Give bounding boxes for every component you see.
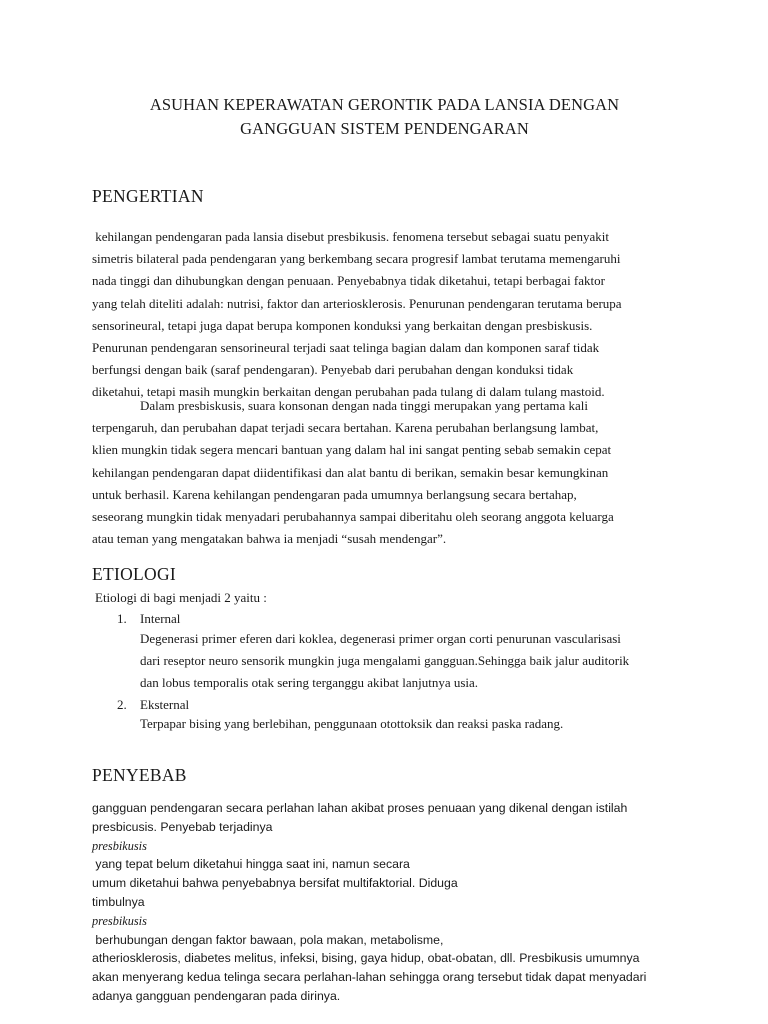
text-line: nada tinggi dan dihubungkan dengan penuaan. Penyebabnya tidak diketahui, tetapi berbagai faktor xyxy=(92,273,605,289)
text-line-with-italic xyxy=(92,818,677,874)
text-line: umum diketahui bahwa penyebabnya bersifat multifaktorial. Diduga xyxy=(92,876,458,891)
text-line: kehilangan pendengaran dapat diidentifikasi dan alat bantu di berikan, semakin besar kemungkinan xyxy=(92,464,609,480)
paragraph-pengertian-2 xyxy=(92,395,677,550)
text-line: sensorineural, tetapi juga dapat berupa komponen konduksi yang berkaitan dengan presbiskusis. xyxy=(92,317,593,333)
text-line: untuk berhasil. Karena kehilangan pendengaran pada umumnya berlangsung secara bertahap, xyxy=(92,486,577,502)
list-label: Eksternal xyxy=(140,697,190,712)
text-line: klien mungkin tidak segera mencari bantuan yang dalam hal ini sangat penting sebab semakin cepat xyxy=(92,442,612,458)
italic-term: presbikusis xyxy=(92,838,147,853)
title-line-2: GANGGUAN SISTEM PENDENGARAN xyxy=(240,119,529,138)
list-number: 2. xyxy=(117,697,127,712)
paragraph-penyebab xyxy=(92,799,677,1006)
list-label: Internal xyxy=(140,611,181,626)
text-line: berfungsi dengan baik (saraf pendengaran). Penyebab dari perubahan dengan konduksi tidak xyxy=(92,362,574,378)
text-line: yang telah diteliti adalah: nutrisi, faktor dan arteriosklerosis. Penurunan pendengaran terutama berupa xyxy=(92,295,622,311)
text-line: seseorang mungkin tidak menyadari perubahannya sampai diberitahu oleh seorang anggota keluarga xyxy=(92,509,614,525)
list-item-internal xyxy=(117,609,180,629)
text-segment: yang tepat belum diketahui hingga saat ini, namun secara xyxy=(92,857,410,872)
heading-pengertian: PENGERTIAN xyxy=(92,186,204,206)
text-line: dari reseptor neuro sensorik mungkin juga mengalami gangguan.Sehingga baik jalur auditorik xyxy=(140,653,630,668)
title-line-1: ASUHAN KEPERAWATAN GERONTIK PADA LANSIA DENGAN xyxy=(149,95,620,114)
text-line: Terpapar bising yang berlebihan, penggunaan otottoksik dan reaksi paska radang. xyxy=(140,716,564,731)
text-line: kehilangan pendengaran pada lansia disebut presbikusis. fenomena tersebut sebagai suatu penyakit xyxy=(92,229,609,244)
text-segment: timbulnya xyxy=(92,894,149,909)
text-line: diketahui, tetapi masih mungkin berkaitan dengan perubahan pada tulang di dalam tulang mastoid. xyxy=(92,384,605,400)
text-line: adanya gangguan pendengaran pada dirinya. xyxy=(92,988,341,1003)
etiologi-intro: Etiologi di bagi menjadi 2 yaitu : xyxy=(95,590,267,605)
text-segment: berhubungan dengan faktor bawaan, pola makan, metabolisme, xyxy=(92,932,444,947)
list-body-internal xyxy=(140,628,677,694)
text-line: gangguan pendengaran secara perlahan lahan akibat proses penuaan yang dikenal dengan istilah xyxy=(92,801,628,815)
paragraph-pengertian-1 xyxy=(92,226,677,404)
text-line: akan menyerang kedua telinga secara perlahan-lahan sehingga orang tersebut tidak dapat menyadari xyxy=(92,970,647,985)
text-line: simetris bilateral pada pendengaran yang berkembang secara progresif lambat terutama memengaruhi xyxy=(92,251,621,267)
heading-etiologi: ETIOLOGI xyxy=(92,564,177,584)
text-line: atau teman yang mengatakan bahwa ia menjadi “susah mendengar”. xyxy=(92,531,447,547)
list-item-eksternal xyxy=(117,695,189,715)
text-line: dan lobus temporalis otak sering terganggu akibat lanjutnya usia. xyxy=(140,675,479,690)
text-line: terpengaruh, dan perubahan dapat terjadi secara bertahan. Karena perubahan berlangsung lambat, xyxy=(92,420,599,436)
list-body-eksternal xyxy=(140,713,677,735)
text-line-with-italic xyxy=(92,893,677,949)
text-segment: presbicusis. Penyebab terjadinya xyxy=(92,819,276,834)
text-line: Dalam presbiskusis, suara konsonan dengan nada tinggi merupakan yang pertama kali xyxy=(140,398,589,413)
text-line: atheriosklerosis, diabetes melitus, infeksi, bising, gaya hidup, obat-obatan, dll. Presbikusis umumnya xyxy=(92,951,640,966)
list-number: 1. xyxy=(117,611,127,626)
text-line: Penurunan pendengaran sensorineural terjadi saat telinga bagian dalam dan komponen saraf tidak xyxy=(92,340,600,356)
document-title xyxy=(92,93,677,141)
italic-term: presbikusis xyxy=(92,913,147,928)
heading-penyebab: PENYEBAB xyxy=(92,765,187,785)
text-line: Degenerasi primer eferen dari koklea, degenerasi primer organ corti penurunan vascularisasi xyxy=(140,631,621,646)
